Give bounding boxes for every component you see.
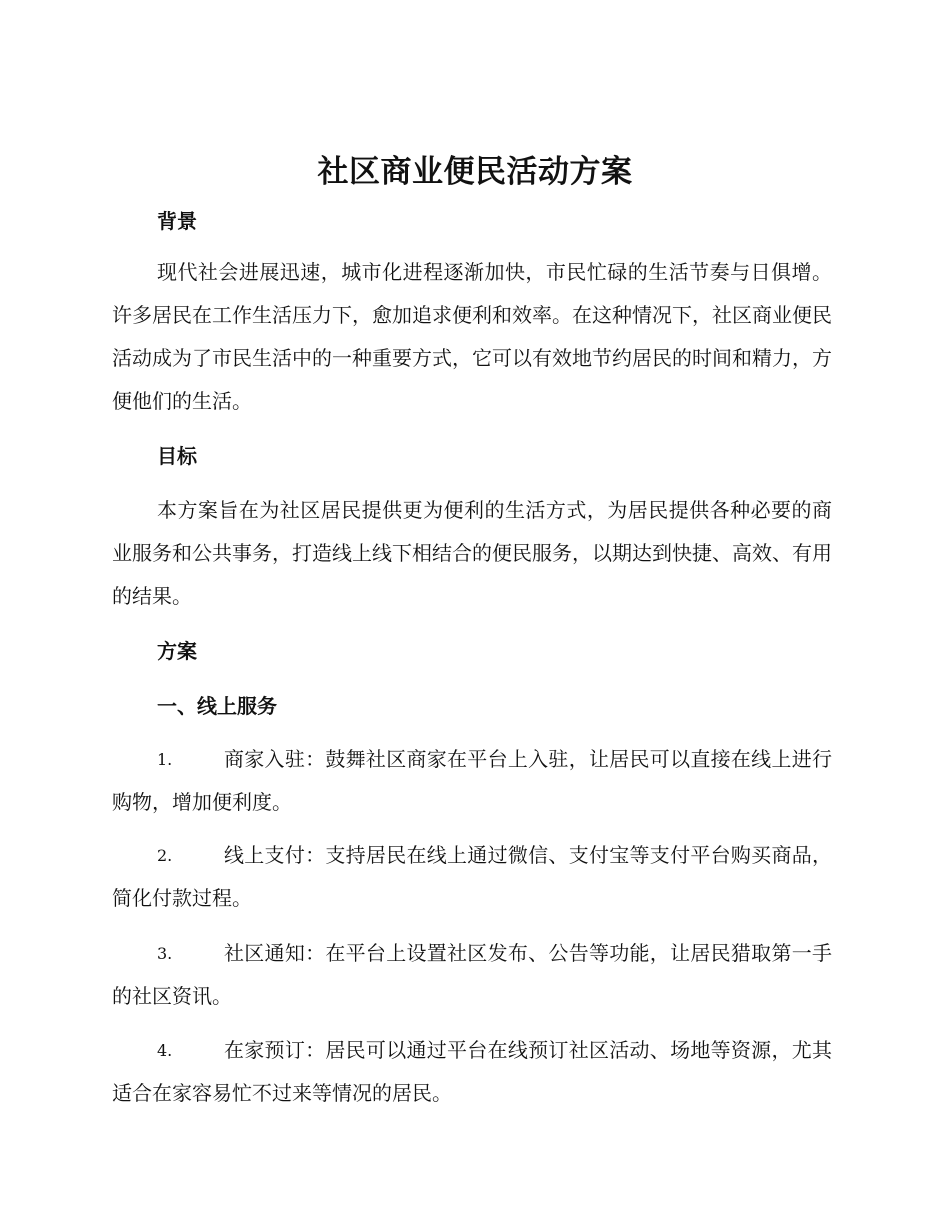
section-heading-background: 背景 xyxy=(157,209,197,233)
list-item xyxy=(112,932,832,1018)
document-title: 社区商业便民活动方案 xyxy=(317,154,633,190)
list-item-number: 3. xyxy=(157,944,173,963)
list-item xyxy=(112,738,832,824)
list-item-number: 1. xyxy=(157,750,173,769)
list-item-text: 在家预订：居民可以通过平台在线预订社区活动、场地等资源，尤其适合在家容易忙不过来等情况的居民。 xyxy=(112,1038,832,1105)
background-paragraph: 现代社会进展迅速，城市化进程逐渐加快，市民忙碌的生活节奏与日俱增。许多居民在工作生活压力下，愈加追求便利和效率。在这种情况下，社区商业便民活动成为了市民生活中的一种重要方式，它可以有效地节约居民的时间和精力，方便他们的生活。 xyxy=(112,260,832,413)
list-item-text: 线上支付：支持居民在线上通过微信、支付宝等支付平台购买商品，简化付款过程。 xyxy=(112,843,832,910)
goal-paragraph: 本方案旨在为社区居民提供更为便利的生活方式，为居民提供各种必要的商业服务和公共事务，打造线上线下相结合的便民服务，以期达到快捷、高效、有用的结果。 xyxy=(112,498,832,608)
list-item-number: 2. xyxy=(157,846,173,865)
list-item xyxy=(112,834,832,920)
list-item-number: 4. xyxy=(157,1041,173,1060)
subsection-heading-online: 一、线上服务 xyxy=(157,694,277,718)
section-heading-goal: 目标 xyxy=(157,444,197,468)
list-item xyxy=(112,1029,832,1115)
section-heading-plan: 方案 xyxy=(157,639,197,663)
list-item-text: 社区通知：在平台上设置社区发布、公告等功能，让居民猎取第一手的社区资讯。 xyxy=(112,941,832,1008)
list-item-text: 商家入驻：鼓舞社区商家在平台上入驻，让居民可以直接在线上进行购物，增加便利度。 xyxy=(112,747,832,814)
